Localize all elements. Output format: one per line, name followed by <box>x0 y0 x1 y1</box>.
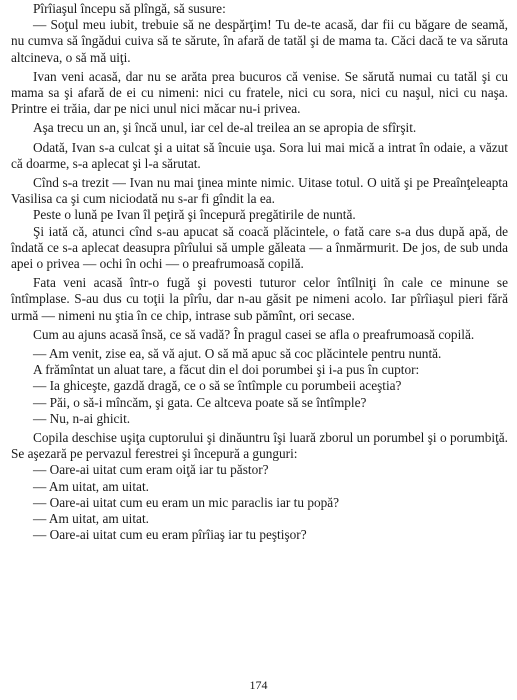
paragraph: Copila deschise uşiţa cuptorului şi dinăuntru îşi luară zborul un porumbel şi o porumbiţă. Se aşezară pe pervazul ferestrei şi începură a gunguri: <box>11 430 508 462</box>
paragraph: — Oare-ai uitat cum eram oiţă iar tu păstor? <box>33 462 269 478</box>
paragraph: Cum au ajuns acasă însă, ce să vadă? În pragul casei se afla o preafrumoasă copilă. <box>33 326 475 342</box>
paragraph: Pîrîiaşul începu să plîngă, să susure: <box>33 1 226 16</box>
paragraph: Aşa trecu un an, şi încă unul, iar cel de-al treilea an se apropia de sfîrşit. <box>33 120 417 136</box>
paragraph: Ivan veni acasă, dar nu se arăta prea bucuros că venise. Se sărută numai cu tatăl şi cu mama sa şi afară de ei cu nimeni: nici cu fratele, nici cu sora, nici cu naşul, nici cu naşa. Printre ei trăia, dar pe nici unul nici măcar nu-i privea. <box>11 68 508 117</box>
paragraph: — Am uitat, am uitat. <box>33 511 149 527</box>
paragraph: — Soţul meu iubit, trebuie să ne despărţim! Tu de-te acasă, dar fii cu băgare de seamă, nu cumva să îngădui cuiva să te sărute, în afară de tatăl şi de mama ta. Căci dacă te va săruta altcineva, o să mă uiţi. <box>11 17 508 65</box>
paragraph: — Oare-ai uitat cum eu eram pîrîiaş iar tu peştişor? <box>33 527 307 543</box>
paragraph: Fata veni acasă într-o fugă şi povesti tuturor celor întîlniţi în cale ce minune se întîmplase. S-au dus cu toţii la pîrîu, dar n-au găsit pe nimeni acolo. Iar pîrîiaşul pieri fără urmă — nimeni nu ştia în ce chip, intrase sub pămînt, ori secase. <box>11 275 508 323</box>
paragraph: Şi iată că, atunci cînd s-au apucat să coacă plăcintele, o fată care s-a dus după apă, de îndată ce s-a aplecat deasupra pîrîului să umple găleata — a înmărmurit. De jos, de sub unda apei o privea — ochi în ochi — o preafrumoasă copilă. <box>11 223 508 272</box>
paragraph: — Păi, o să-i mîncăm, şi gata. Ce altceva poate să se întîmple? <box>33 394 367 410</box>
paragraph: — Oare-ai uitat cum eu eram un mic paraclis iar tu popă? <box>33 494 340 510</box>
paragraph: Cînd s-a trezit — Ivan nu mai ţinea minte nimic. Uitase totul. O uită şi pe Preaînţeleapta Vasilisa ca şi cum niciodată nu s-ar fi gîndit la ea. <box>11 175 508 207</box>
paragraph: Odată, Ivan s-a culcat şi a uitat să încuie uşa. Sora lui mai mică a intrat în odaie, a văzut că doarme, s-a aplecat şi l-a sărutat. <box>11 139 508 171</box>
page-body-text <box>11 1 508 544</box>
page-number: 174 <box>249 678 268 692</box>
paragraph: — Ia ghiceşte, gazdă dragă, ce o să se întîmple cu porumbeii aceştia? <box>33 378 402 394</box>
paragraph: — Am uitat, am uitat. <box>33 478 149 494</box>
paragraph: Peste o lună pe Ivan îl peţiră şi începură pregătirile de nuntă. <box>33 207 356 223</box>
paragraph: A frămîntat un aluat tare, a făcut din el doi porumbei şi i-a pus în cuptor: <box>33 362 420 378</box>
paragraph: — Am venit, zise ea, să vă ajut. O să mă apuc să coc plăcintele pentru nuntă. <box>33 346 442 362</box>
paragraph: — Nu, n-ai ghicit. <box>33 410 131 426</box>
